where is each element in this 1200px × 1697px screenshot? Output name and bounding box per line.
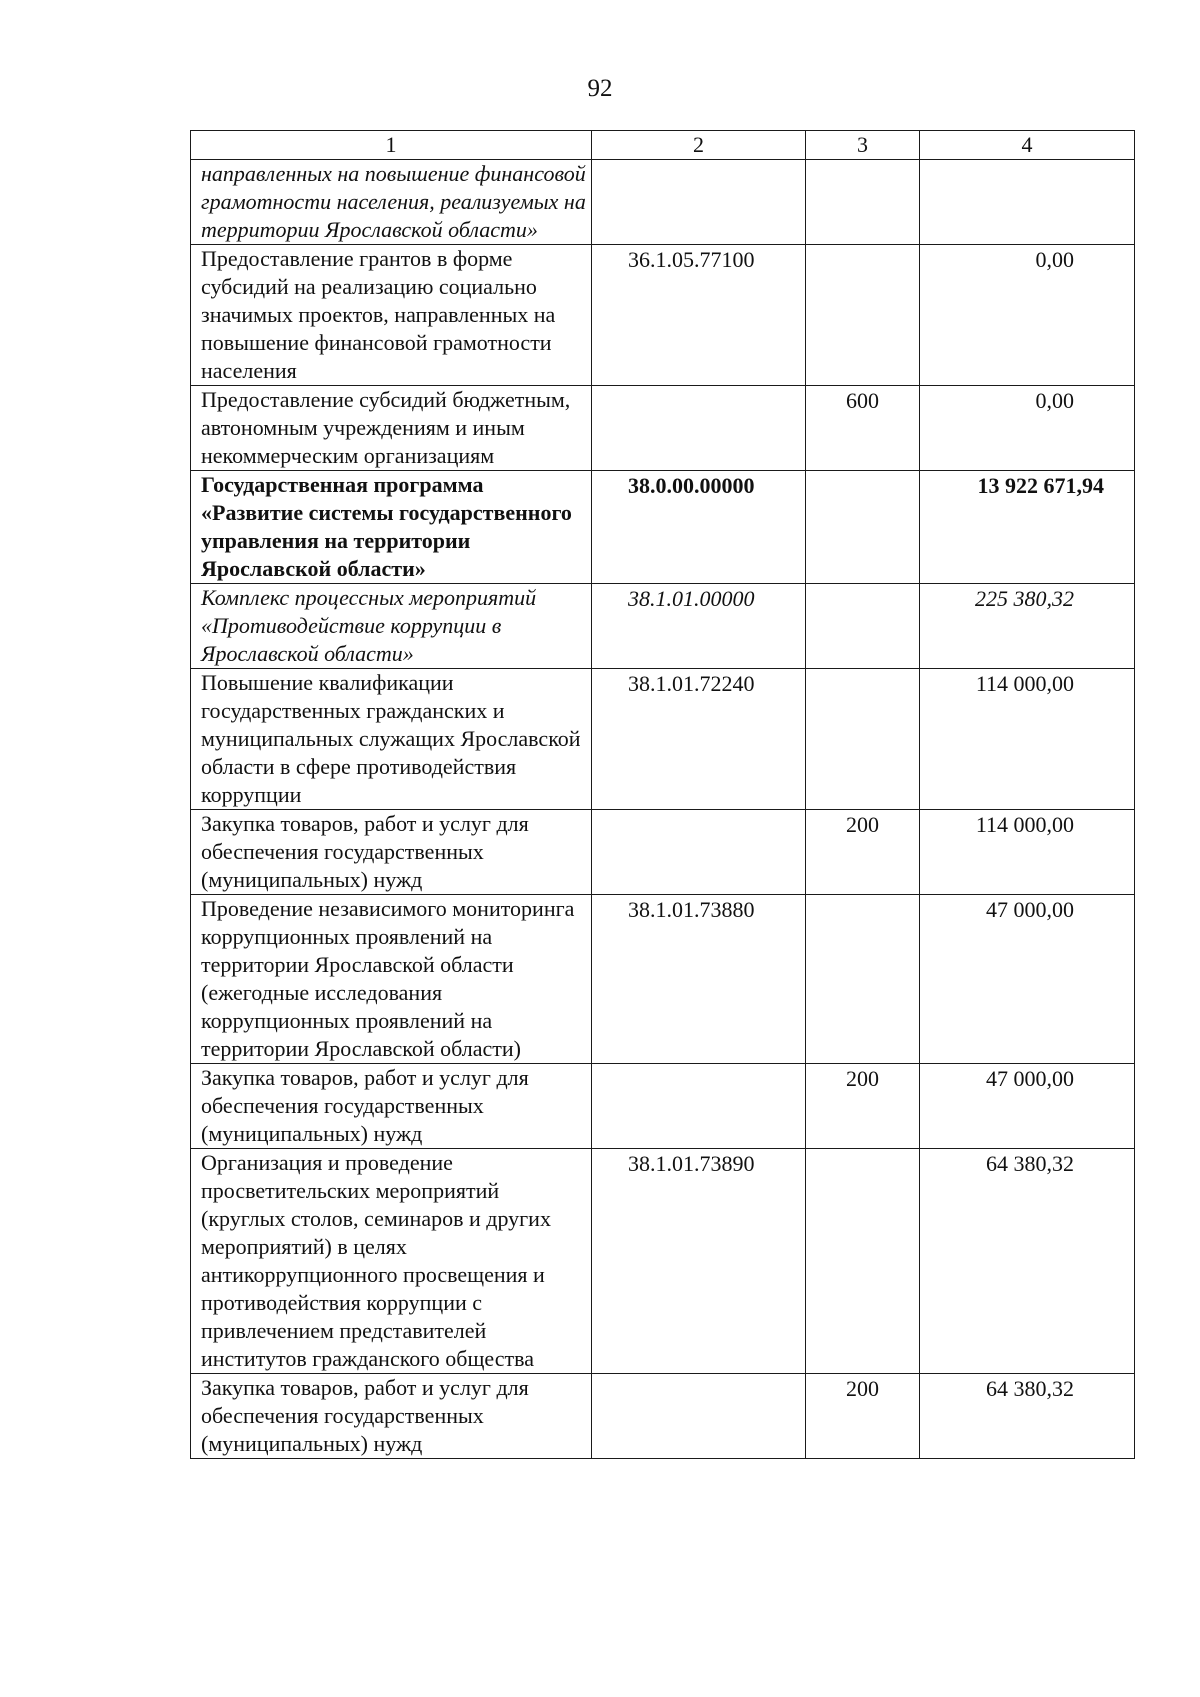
table-row [191, 160, 1135, 245]
amount: 114 000,00 [920, 810, 1135, 895]
amount: 47 000,00 [920, 1064, 1135, 1149]
item-name: Предоставление субсидий бюджетным, автономным учреждениям и иным некоммерческим организациям [191, 386, 592, 471]
budget-table [190, 130, 1135, 1459]
item-name: Государственная программа «Развитие системы государственного управления на территории Ярославской области» [191, 471, 592, 584]
expense-type [806, 895, 920, 1064]
amount: 225 380,32 [920, 584, 1135, 669]
amount [920, 160, 1135, 245]
target-code: 38.1.01.00000 [592, 584, 806, 669]
expense-type [806, 160, 920, 245]
header-cell-3: 3 [806, 131, 920, 160]
item-name: Закупка товаров, работ и услуг для обеспечения государственных (муниципальных) нужд [191, 1374, 592, 1459]
header-cell-2: 2 [592, 131, 806, 160]
item-name: Повышение квалификации государственных гражданских и муниципальных служащих Ярославской области в сфере противодействия коррупции [191, 669, 592, 810]
amount: 64 380,32 [920, 1149, 1135, 1374]
amount: 0,00 [920, 386, 1135, 471]
expense-type [806, 669, 920, 810]
item-name: Предоставление грантов в форме субсидий на реализацию социально значимых проектов, направленных на повышение финансовой грамотности населения [191, 245, 592, 386]
target-code: 38.0.00.00000 [592, 471, 806, 584]
target-code: 36.1.05.77100 [592, 245, 806, 386]
expense-type: 200 [806, 810, 920, 895]
amount: 64 380,32 [920, 1374, 1135, 1459]
table-row [191, 245, 1135, 386]
table-row [191, 471, 1135, 584]
target-code [592, 160, 806, 245]
expense-type: 200 [806, 1064, 920, 1149]
item-name: Организация и проведение просветительских мероприятий (круглых столов, семинаров и других мероприятий) в целях антикоррупционного просвещения и противодействия коррупции с привлечением представителей институтов гражданского общества [191, 1149, 592, 1374]
table-row [191, 1149, 1135, 1374]
target-code: 38.1.01.73890 [592, 1149, 806, 1374]
header-row [191, 131, 1135, 160]
table-row [191, 810, 1135, 895]
target-code [592, 810, 806, 895]
table-row [191, 584, 1135, 669]
item-name: Закупка товаров, работ и услуг для обеспечения государственных (муниципальных) нужд [191, 1064, 592, 1149]
amount: 114 000,00 [920, 669, 1135, 810]
target-code [592, 386, 806, 471]
expense-type [806, 245, 920, 386]
item-name: направленных на повышение финансовой грамотности населения, реализуемых на территории Ярославской области» [191, 160, 592, 245]
item-name: Закупка товаров, работ и услуг для обеспечения государственных (муниципальных) нужд [191, 810, 592, 895]
table-row [191, 669, 1135, 810]
expense-type: 600 [806, 386, 920, 471]
table-row [191, 895, 1135, 1064]
expense-type [806, 1149, 920, 1374]
header-cell-4: 4 [920, 131, 1135, 160]
expense-type [806, 584, 920, 669]
table-row [191, 1064, 1135, 1149]
header-cell-1: 1 [191, 131, 592, 160]
item-name: Проведение независимого мониторинга коррупционных проявлений на территории Ярославской области (ежегодные исследования коррупционных проявлений на территории Ярославской области) [191, 895, 592, 1064]
expense-type: 200 [806, 1374, 920, 1459]
table-row [191, 386, 1135, 471]
amount: 13 922 671,94 [920, 471, 1135, 584]
target-code [592, 1374, 806, 1459]
page-number: 92 [587, 75, 613, 102]
target-code [592, 1064, 806, 1149]
table-row [191, 1374, 1135, 1459]
target-code: 38.1.01.72240 [592, 669, 806, 810]
amount: 0,00 [920, 245, 1135, 386]
item-name: Комплекс процессных мероприятий «Противодействие коррупции в Ярославской области» [191, 584, 592, 669]
target-code: 38.1.01.73880 [592, 895, 806, 1064]
amount: 47 000,00 [920, 895, 1135, 1064]
expense-type [806, 471, 920, 584]
